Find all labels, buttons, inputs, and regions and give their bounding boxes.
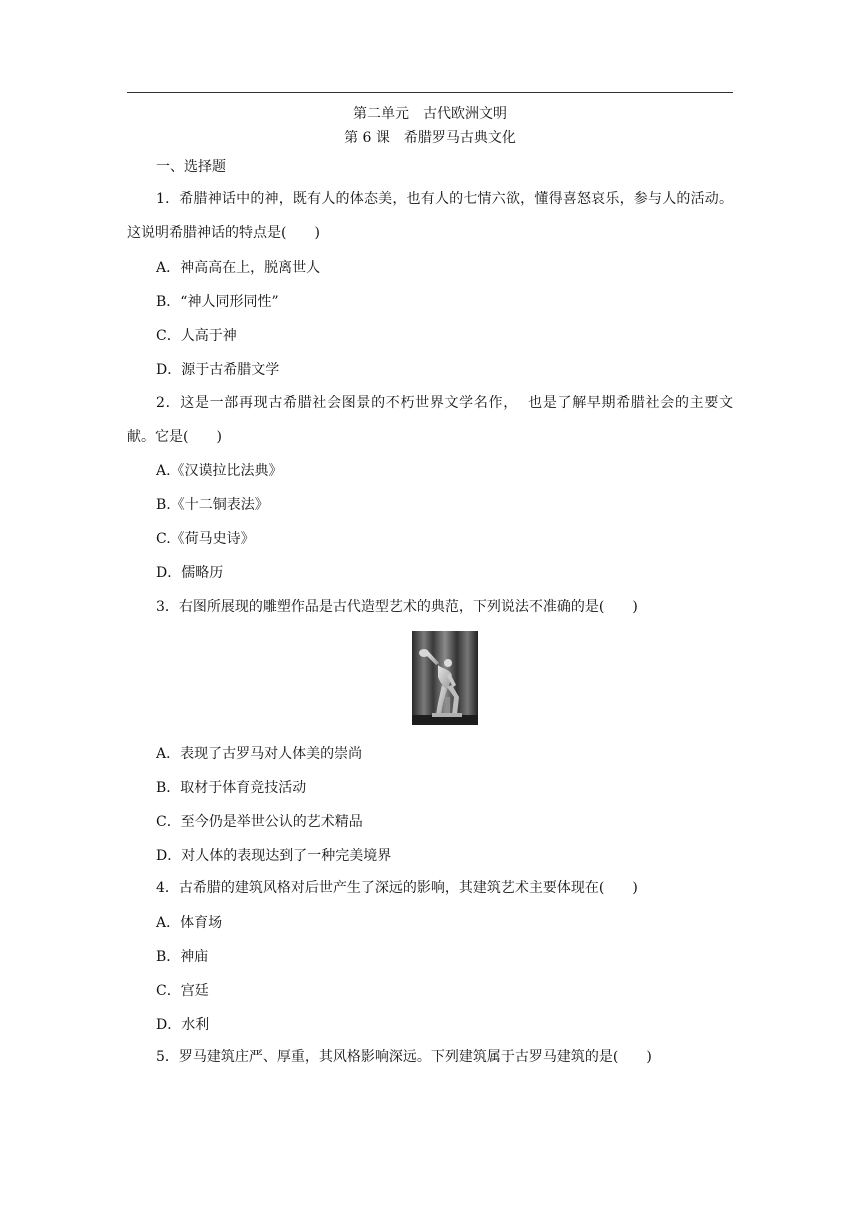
- question-4-option-a: A．体育场: [156, 915, 223, 931]
- question-3-option-b: B．取材于体育竞技活动: [156, 780, 307, 796]
- question-2-option-b: B.《十二铜表法》: [156, 497, 269, 513]
- question-3-option-c: C．至今仍是举世公认的艺术精品: [156, 814, 363, 830]
- question-5-stem: 5．罗马建筑庄严、厚重，其风格影响深远。下列建筑属于古罗马建筑的是( ): [156, 1049, 652, 1065]
- question-2-option-c: C.《荷马史诗》: [156, 531, 255, 547]
- question-2-stem: 2．这是一部再现古希腊社会图景的不朽世界文学名作， 也是了解早期希腊社会的主要文献。它是( ): [127, 395, 733, 445]
- question-1-option-c: C．人高于神: [156, 328, 237, 344]
- section-heading: 一、选择题: [156, 159, 226, 175]
- discobolus-statue-image: [412, 631, 478, 725]
- lesson-title: 第 6 课 希腊罗马古典文化: [344, 130, 516, 146]
- header-rule: [127, 92, 733, 93]
- question-1-option-d: D．源于古希腊文学: [156, 362, 280, 378]
- question-1-option-b: B．“神人同形同性”: [156, 294, 279, 310]
- unit-title: 第二单元 古代欧洲文明: [353, 106, 507, 122]
- question-4-stem: 4．古希腊的建筑风格对后世产生了深远的影响，其建筑艺术主要体现在( ): [156, 880, 638, 896]
- question-4-option-c: C．宫廷: [156, 983, 209, 999]
- question-1-option-a: A．神高高在上，脱离世人: [156, 260, 321, 276]
- question-3-stem: 3．右图所展现的雕塑作品是古代造型艺术的典范，下列说法不准确的是( ): [156, 599, 638, 615]
- question-1-stem: 1．希腊神话中的神，既有人的体态美，也有人的七情六欲，懂得喜怒哀乐，参与人的活动。这说明希腊神话的特点是( ): [127, 191, 733, 241]
- question-3-option-a: A．表现了古罗马对人体美的崇尚: [156, 746, 363, 762]
- question-4-option-b: B．神庙: [156, 949, 209, 965]
- question-2-option-a: A.《汉谟拉比法典》: [156, 463, 283, 479]
- question-3-option-d: D．对人体的表现达到了一种完美境界: [156, 848, 392, 864]
- question-2-option-d: D．儒略历: [156, 565, 224, 581]
- question-4-option-d: D．水利: [156, 1017, 210, 1033]
